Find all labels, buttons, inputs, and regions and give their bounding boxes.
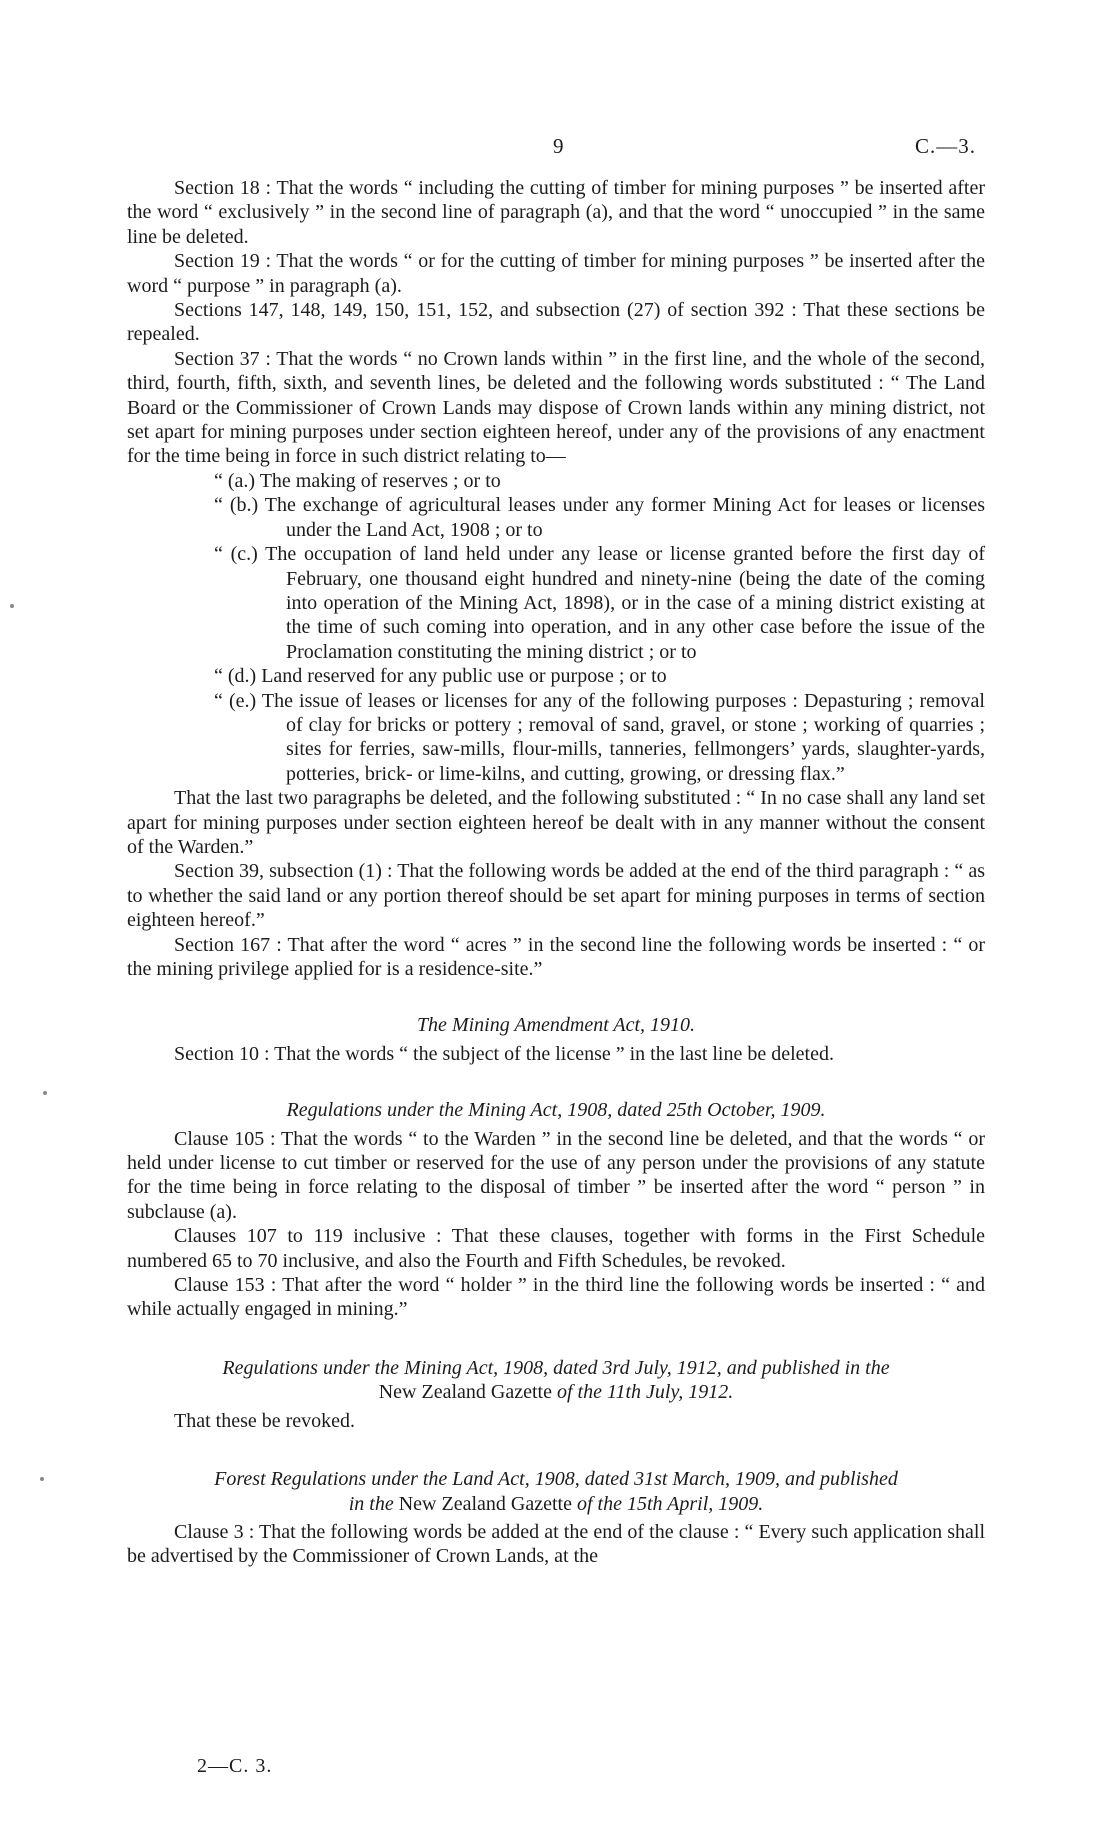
heading-forest-in-the: in the bbox=[348, 1492, 394, 1515]
body-text bbox=[127, 176, 985, 1569]
page-number: 9 bbox=[553, 134, 564, 158]
heading-forest-regulations-line1: Forest Regulations under the Land Act, 1908, dated 31st March, 1909, and published bbox=[214, 1468, 898, 1491]
scan-speck bbox=[10, 604, 14, 608]
list-item-c: “ (c.) The occupation of land held under any lease or license granted before the first day of February, one thousand eight hundred and ninety-nine (being the date of the coming into operation of the Mining Act, 1898), or in the case of a mining district existing at the time of such coming into operation, and in any other case before the issue of the Proclamation constituting the mining district ; or to bbox=[214, 543, 985, 663]
heading-regulations-1912-line2 bbox=[127, 1380, 985, 1404]
paragraph-clauses-107-119: Clauses 107 to 119 inclusive : That these clauses, together with forms in the First Schedule numbered 65 to 70 inclusive, and also the Fourth and Fifth Schedules, be revoked. bbox=[127, 1225, 985, 1272]
list-item-d: “ (d.) Land reserved for any public use or purpose ; or to bbox=[214, 665, 667, 688]
list-item-b: “ (b.) The exchange of agricultural leases under any former Mining Act for leases or licenses under the Land Act, 1908 ; or to bbox=[214, 494, 985, 541]
gazette-name: New Zealand Gazette bbox=[398, 1492, 572, 1515]
paragraph-section-10: Section 10 : That the words “ the subject of the license ” in the last line be deleted. bbox=[174, 1042, 834, 1065]
heading-mining-amendment-1910: The Mining Amendment Act, 1910. bbox=[416, 1014, 696, 1037]
paragraph-clause-3: Clause 3 : That the following words be added at the end of the clause : “ Every such application shall be advertised by the Commissioner of Crown Lands, at the bbox=[127, 1520, 985, 1568]
heading-forest-regulations bbox=[127, 1467, 985, 1516]
paragraph-clause-153: Clause 153 : That after the word “ holder ” in the third line the following words be inserted : “ and while actually engaged in mining.” bbox=[127, 1274, 985, 1321]
document-reference: C.—3. bbox=[915, 134, 977, 158]
list-item-a: “ (a.) The making of reserves ; or to bbox=[214, 469, 501, 492]
paragraph-section-19: Section 19 : That the words “ or for the cutting of timber for mining purposes ” be inserted after the word “ purpose ” in paragraph (a). bbox=[127, 250, 985, 297]
paragraph-clause-105: Clause 105 : That the words “ to the Warden ” in the second line be deleted, and that the words “ or held under license to cut timber or reserved for the use of any person under the provisions of any statute for the time being in force relating to the disposal of timber ” be inserted after the word “ person ” in subclause (a). bbox=[127, 1127, 985, 1223]
scan-speck bbox=[43, 1091, 47, 1095]
paragraph-section-39: Section 39, subsection (1) : That the following words be added at the end of the third paragraph : “ as to whether the said land or any portion thereof should be set apart for mining purposes in terms of section eighteen hereof.” bbox=[127, 860, 985, 932]
scan-speck bbox=[40, 1477, 44, 1481]
paragraph-sections-147-152: Sections 147, 148, 149, 150, 151, 152, and subsection (27) of section 392 : That these sections be repealed. bbox=[127, 299, 985, 346]
heading-regulations-1912-line1: Regulations under the Mining Act, 1908, dated 3rd July, 1912, and published in the bbox=[222, 1356, 890, 1379]
paragraph-section-37: Section 37 : That the words “ no Crown lands within ” in the first line, and the whole of the second, third, fourth, fifth, sixth, and seventh lines, be deleted and the following words substituted : “ The Land Board or the Commissioner of Crown Lands may dispose of Crown lands within any mining district, not set apart for mining purposes under section eighteen hereof, under any of the provisions of any enactment for the time being in force in such district relating to— bbox=[127, 347, 985, 468]
paragraph-last-two: That the last two paragraphs be deleted, and the following substituted : “ In no case shall any land set apart for mining purposes under section eighteen hereof be dealt with in any manner without the consent of the Warden.” bbox=[127, 787, 985, 858]
heading-regulations-1909: Regulations under the Mining Act, 1908, dated 25th October, 1909. bbox=[286, 1099, 826, 1122]
gazette-name: New Zealand Gazette bbox=[378, 1381, 552, 1404]
list-item-e: “ (e.) The issue of leases or licenses for any of the following purposes : Depasturing ; removal of clay for bricks or pottery ; removal of sand, gravel, or stone ; working of quarries ; sites for ferries, saw-mills, flour-mills, tanneries, fellmongers’ yards, slaughter-yards, potteries, brick- or lime-kilns, and cutting, growing, or dressing flax.” bbox=[214, 689, 985, 785]
heading-forest-date: of the 15th April, 1909. bbox=[576, 1492, 764, 1515]
page-header bbox=[0, 134, 1114, 164]
page-signature: 2—C. 3. bbox=[197, 1755, 273, 1777]
heading-regulations-1912-date: of the 11th July, 1912. bbox=[556, 1381, 734, 1404]
paragraph-section-167: Section 167 : That after the word “ acres ” in the second line the following words be inserted : “ or the mining privilege applied for is a residence-site.” bbox=[127, 933, 985, 980]
paragraph-section-18: Section 18 : That the words “ including the cutting of timber for mining purposes ” be inserted after the word “ exclusively ” in the second line of paragraph (a), and that the word “ unoccupied ” in the same line be deleted. bbox=[127, 177, 985, 248]
paragraph-revoked: That these be revoked. bbox=[174, 1409, 356, 1432]
heading-forest-regulations-line2 bbox=[127, 1492, 985, 1516]
heading-regulations-1912 bbox=[127, 1356, 985, 1405]
